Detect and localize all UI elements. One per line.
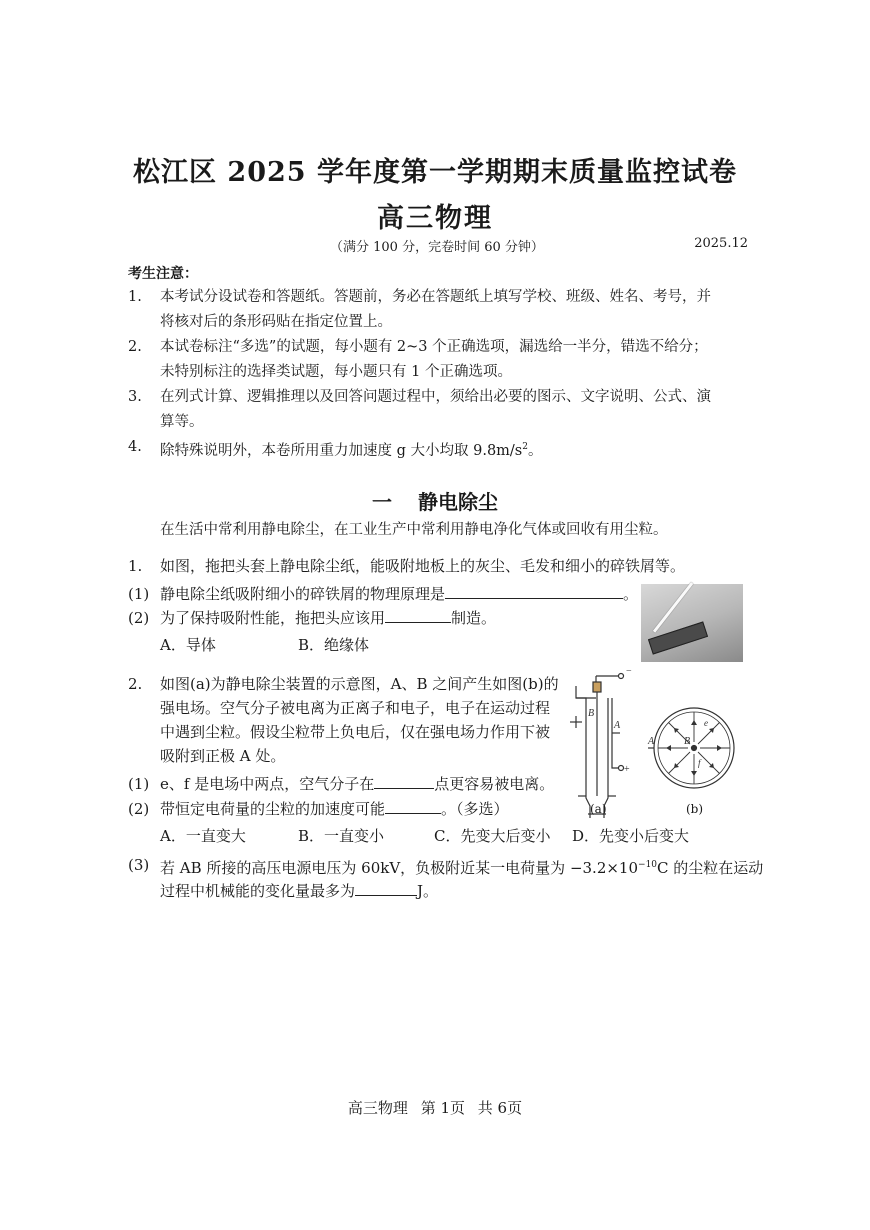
q2-stem-line: 强电场。空气分子被电离为正离子和电子，电子在运动过程 (160, 699, 551, 717)
q1-option-b[interactable]: B．绝缘体 (298, 636, 370, 654)
notice-line: 算等。 (160, 414, 204, 430)
q1-number: 1. (128, 557, 143, 575)
notice-item-3 (0, 385, 870, 435)
exam-subtitle: 高三物理 (377, 203, 493, 234)
q2-p3-text2: 过程中机械能的变化量最多为 (160, 882, 356, 900)
q1-p2-text: 为了保持吸附性能，拖把头应该用 (160, 609, 386, 627)
q1-p2-number: (2) (128, 609, 150, 627)
q2-p3-line1 (160, 853, 763, 880)
q2-stem-line: 中遇到尘粒。假设尘粒带上负电后，仅在强电场力作用下被 (160, 723, 551, 741)
superscript: −10 (638, 860, 658, 870)
notice-num: 2. (128, 339, 142, 355)
q1-p2 (160, 606, 496, 630)
q2-p2-end: 。（多选） (441, 800, 509, 818)
notice-item-2 (0, 335, 870, 385)
figure-b-caption: (b) (686, 802, 704, 816)
figure-b-diagram (646, 700, 742, 800)
page-footer (0, 1097, 870, 1118)
q1-p1-number: (1) (128, 585, 150, 603)
notice-line: 本试卷标注“多选”的试题，每小题有 2~3 个正确选项，漏选给一半分，错选不给分； (160, 339, 708, 355)
q1-stem: 如图，拖把头套上静电除尘纸，能吸附地板上的灰尘、毛发和细小的碎铁屑等。 (160, 557, 686, 575)
q1-p1-end: 。 (623, 585, 639, 603)
footer-subject: 高三物理 (347, 1099, 408, 1117)
notice-num: 1. (128, 289, 142, 305)
label-A: A (648, 736, 655, 747)
notice-line: 未特别标注的选择类试题，每小题只有 1 个正确选项。 (160, 364, 512, 380)
q1-p1 (160, 582, 638, 606)
exam-date: 2025.12 (694, 236, 748, 251)
q2-option-a[interactable]: A．一直变大 (160, 827, 246, 845)
exam-info: （满分 100 分，完卷时间 60 分钟） (330, 240, 544, 255)
section-name: 静电除尘 (418, 490, 498, 514)
notice-line: 本考试分设试卷和答题纸。答题前，务必在答题纸上填写学校、班级、姓名、考号，并 (160, 289, 711, 305)
answer-blank[interactable] (445, 582, 623, 599)
notice-num: 4. (128, 439, 142, 455)
q2-p3-tail: C 的尘粒在运动 (657, 859, 764, 877)
label-A: A (614, 720, 621, 731)
label-B: B (684, 736, 691, 747)
q2-p2-number: (2) (128, 800, 150, 818)
notice-line (160, 435, 745, 464)
footer-page: 第 1页 (420, 1099, 465, 1117)
label-f: f (698, 758, 701, 768)
q1-p2-end: 制造。 (451, 609, 497, 627)
mop-handle (653, 582, 694, 633)
label-plus: + (624, 764, 630, 775)
q2-p1 (160, 772, 554, 796)
notice-heading: 考生注意： (128, 266, 198, 282)
q2-p3-number: (3) (128, 856, 150, 874)
q2-p2 (160, 797, 509, 821)
notice-line: 将核对后的条形码贴在指定位置上。 (160, 314, 392, 330)
q1-p1-text: 静电除尘纸吸附细小的碎铁屑的物理原理是 (160, 585, 446, 603)
q2-p3-line2 (160, 879, 438, 903)
q2-p2-text: 带恒定电荷量的尘粒的加速度可能 (160, 800, 386, 818)
mop-photo (641, 584, 743, 662)
exam-title: 松江区 2025 学年度第一学期期末质量监控试卷 (133, 157, 737, 188)
q2-stem-line: 吸附到正极 A 处。 (160, 747, 286, 765)
notice-item-4 (0, 435, 870, 460)
q1-option-a[interactable]: A．导体 (160, 636, 216, 654)
notice-line: 在列式计算、逻辑推理以及回答问题过程中，须给出必要的图示、文字说明、公式、演 (160, 389, 711, 405)
answer-blank[interactable] (374, 772, 434, 789)
label-minus: − (626, 668, 632, 677)
superscript: 2 (522, 442, 528, 452)
section-number: 一 (372, 490, 392, 514)
answer-blank[interactable] (355, 879, 417, 896)
notice-line-tail: 。 (527, 442, 543, 459)
q2-p3-text: 若 AB 所接的高压电源电压为 60kV，负极附近某一电荷量为 −3.2×10 (160, 859, 639, 877)
q2-option-d[interactable]: D．先变小后变大 (572, 827, 690, 845)
q2-p1-number: (1) (128, 775, 150, 793)
figure-a-diagram (568, 668, 640, 818)
figure-a-caption: (a) (590, 802, 607, 816)
q2-stem-line: 如图(a)为静电除尘装置的示意图，A、B 之间产生如图(b)的 (160, 675, 559, 693)
section-intro: 在生活中常利用静电除尘，在工业生产中常利用静电净化气体或回收有用尘粒。 (160, 522, 668, 538)
notice-num: 3. (128, 389, 142, 405)
notice-line-text: 除特殊说明外，本卷所用重力加速度 g 大小均取 9.8m/s (160, 442, 523, 459)
answer-blank[interactable] (385, 797, 441, 814)
label-e: e (704, 718, 708, 728)
q2-option-b[interactable]: B．一直变小 (298, 827, 385, 845)
q2-number: 2. (128, 675, 143, 693)
label-B: B (588, 708, 595, 719)
q2-p1-text: e、f 是电场中两点，空气分子在 (160, 775, 375, 793)
notice-item-1 (0, 285, 870, 335)
footer-total: 共 6页 (477, 1099, 523, 1117)
answer-blank[interactable] (385, 606, 451, 623)
q2-option-c[interactable]: C．先变大后变小 (434, 827, 551, 845)
q2-p1-end: 点更容易被电离。 (434, 775, 555, 793)
section-title (0, 486, 870, 515)
q2-p3-end: J。 (417, 882, 439, 900)
